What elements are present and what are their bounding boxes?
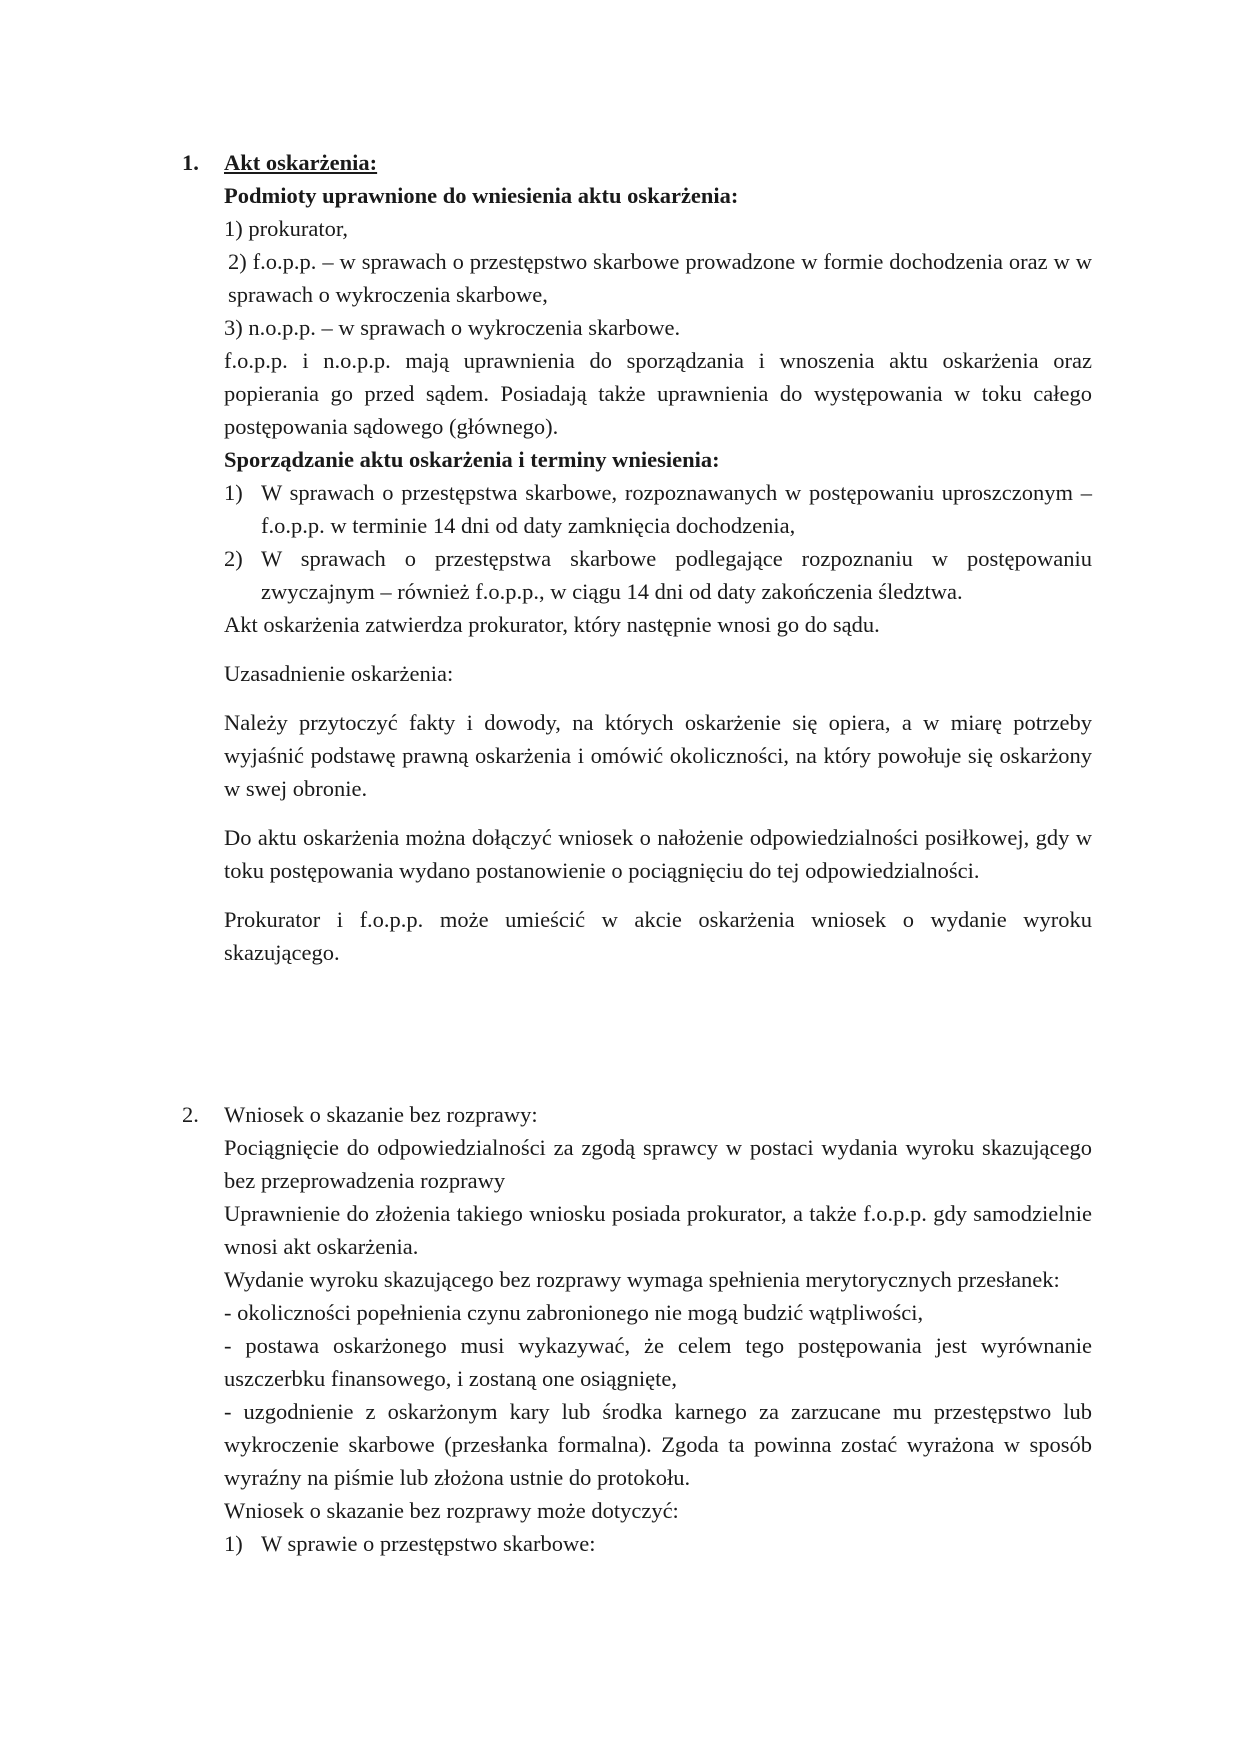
deadlines-heading: Sporządzanie aktu oskarżenia i terminy wniesienia: <box>224 447 720 472</box>
rights-paragraph: f.o.p.p. i n.o.p.p. mają uprawnienia do sporządzania i wnoszenia aktu oskarżenia oraz popierania go przed sądem. Posiadają także uprawnienia do występowania w toku całego postępowania sądowego (głównego). <box>224 348 1092 439</box>
approval-line: Akt oskarżenia zatwierdza prokurator, który następnie wnosi go do sądu. <box>224 612 880 637</box>
section-2-number: 2. <box>182 1102 199 1127</box>
section-1 <box>182 146 1092 969</box>
justification-paragraph: Należy przytoczyć fakty i dowody, na których oskarżenie się opiera, a w miarę potrzeby wyjaśnić podstawę prawną oskarżenia i omówić okoliczności, na który powołuje się oskarżony w swej obronie. <box>224 710 1092 801</box>
deadline-marker: 2) <box>224 546 243 571</box>
liability-paragraph: Do aktu oskarżenia można dołączyć wniosek o nałożenie odpowiedzialności posiłkowej, gdy w toku postępowania wydano postanowienie o pociągnięciu do tej odpowiedzialności. <box>224 825 1092 883</box>
conditions-intro: Wydanie wyroku skazującego bez rozprawy wymaga spełnienia merytorycznych przesłanek: <box>224 1267 1060 1292</box>
deadline-item <box>224 476 1092 542</box>
deadline-item <box>224 542 1092 608</box>
justification-heading: Uzasadnienie oskarżenia: <box>224 661 454 686</box>
entity-item: 1) prokurator, <box>224 216 349 241</box>
entity-item: 2) f.o.p.p. – w sprawach o przestępstwo skarbowe prowadzone w formie dochodzenia oraz w w sprawach o wykroczenia skarbowe, <box>228 249 1092 307</box>
deadline-text: W sprawach o przestępstwa skarbowe, rozpoznawanych w postępowaniu uproszczonym – f.o.p.p. w terminie 14 dni od daty zamknięcia dochodzenia, <box>261 480 1092 538</box>
section-1-number: 1. <box>182 150 199 175</box>
authority-paragraph: Uprawnienie do złożenia takiego wniosku posiada prokurator, a także f.o.p.p. gdy samodzielnie wnosi akt oskarżenia. <box>224 1201 1092 1259</box>
definition-paragraph: Pociągnięcie do odpowiedzialności za zgodą sprawcy w postaci wydania wyroku skazującego bez przeprowadzenia rozprawy <box>224 1135 1092 1193</box>
entity-item: 3) n.o.p.p. – w sprawach o wykroczenia skarbowe. <box>224 315 681 340</box>
verdict-paragraph: Prokurator i f.o.p.p. może umieścić w akcie oskarżenia wniosek o wydanie wyroku skazującego. <box>224 907 1092 965</box>
scope-item <box>224 1527 1092 1560</box>
condition-item: - postawa oskarżonego musi wykazywać, że celem tego postępowania jest wyrównanie uszczerbku finansowego, i zostaną one osiągnięte, <box>224 1333 1092 1391</box>
scope-text: W sprawie o przestępstwo skarbowe: <box>261 1531 596 1556</box>
deadline-text: W sprawach o przestępstwa skarbowe podlegające rozpoznaniu w postępowaniu zwyczajnym – również f.o.p.p., w ciągu 14 dni od daty zakończenia śledztwa. <box>261 546 1092 604</box>
section-2 <box>182 1098 1092 1560</box>
section-1-title: Akt oskarżenia: <box>224 150 378 175</box>
section-1-body <box>224 146 1092 969</box>
condition-item: - uzgodnienie z oskarżonym kary lub środka karnego za zarzucane mu przestępstwo lub wykroczenie skarbowe (przesłanka formalna). Zgoda ta powinna zostać wyrażona w sposób wyraźny na piśmie lub złożona ustnie do protokołu. <box>224 1399 1092 1490</box>
condition-item: - okoliczności popełnienia czynu zabronionego nie mogą budzić wątpliwości, <box>224 1300 924 1325</box>
section-2-body <box>224 1098 1092 1560</box>
section-2-title: Wniosek o skazanie bez rozprawy: <box>224 1102 538 1127</box>
deadline-marker: 1) <box>224 480 243 505</box>
scope-intro: Wniosek o skazanie bez rozprawy może dotyczyć: <box>224 1498 679 1523</box>
entities-heading: Podmioty uprawnione do wniesienia aktu oskarżenia: <box>224 183 739 208</box>
scope-marker: 1) <box>224 1531 243 1556</box>
